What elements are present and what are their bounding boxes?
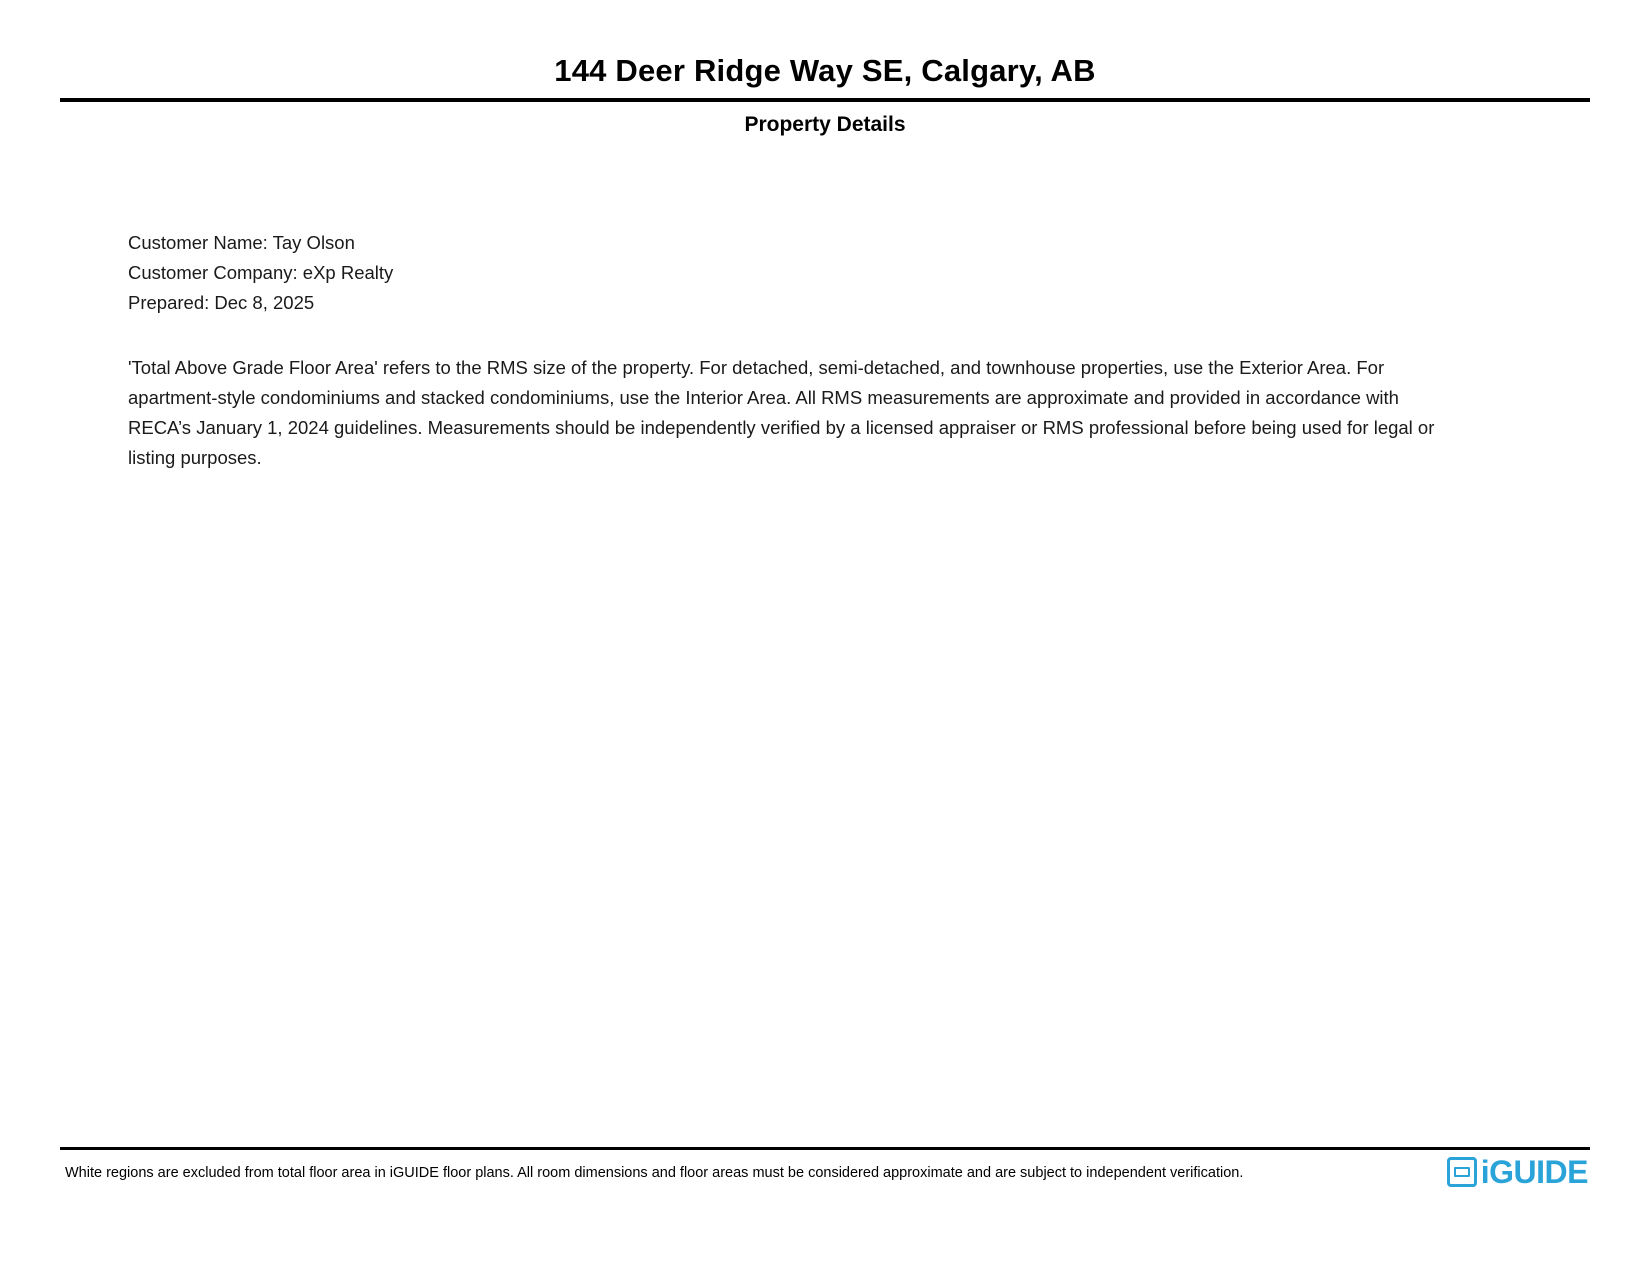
title-divider bbox=[60, 98, 1590, 102]
customer-details bbox=[128, 228, 1528, 318]
page-title: 144 Deer Ridge Way SE, Calgary, AB bbox=[554, 53, 1096, 88]
customer-company-line: Customer Company: eXp Realty bbox=[128, 262, 394, 283]
customer-name-line: Customer Name: Tay Olson bbox=[128, 232, 355, 253]
page-subtitle: Property Details bbox=[744, 113, 906, 136]
prepared-date-line: Prepared: Dec 8, 2025 bbox=[128, 292, 315, 313]
footer-note: White regions are excluded from total floor area in iGUIDE floor plans. All room dimensions and floor areas must be considered approximate and are subject to independent verification. bbox=[65, 1165, 1244, 1181]
rms-disclaimer-text: 'Total Above Grade Floor Area' refers to the RMS size of the property. For detached, semi-detached, and townhouse properties, use the Exterior Area. For apartment-style condominiums and stacked condominiums, use the Interior Area. All RMS measurements are approximate and provided in accordance with RECA’s January 1, 2024 guidelines. Measurements should be independently verified by a licensed appraiser or RMS professional before being used for legal or listing purposes. bbox=[128, 357, 1435, 468]
iguide-logo-text: iGUIDE bbox=[1480, 1154, 1588, 1190]
iguide-camera-icon bbox=[1447, 1157, 1477, 1187]
footer-divider bbox=[60, 1147, 1590, 1150]
iguide-logo bbox=[1447, 1154, 1588, 1190]
